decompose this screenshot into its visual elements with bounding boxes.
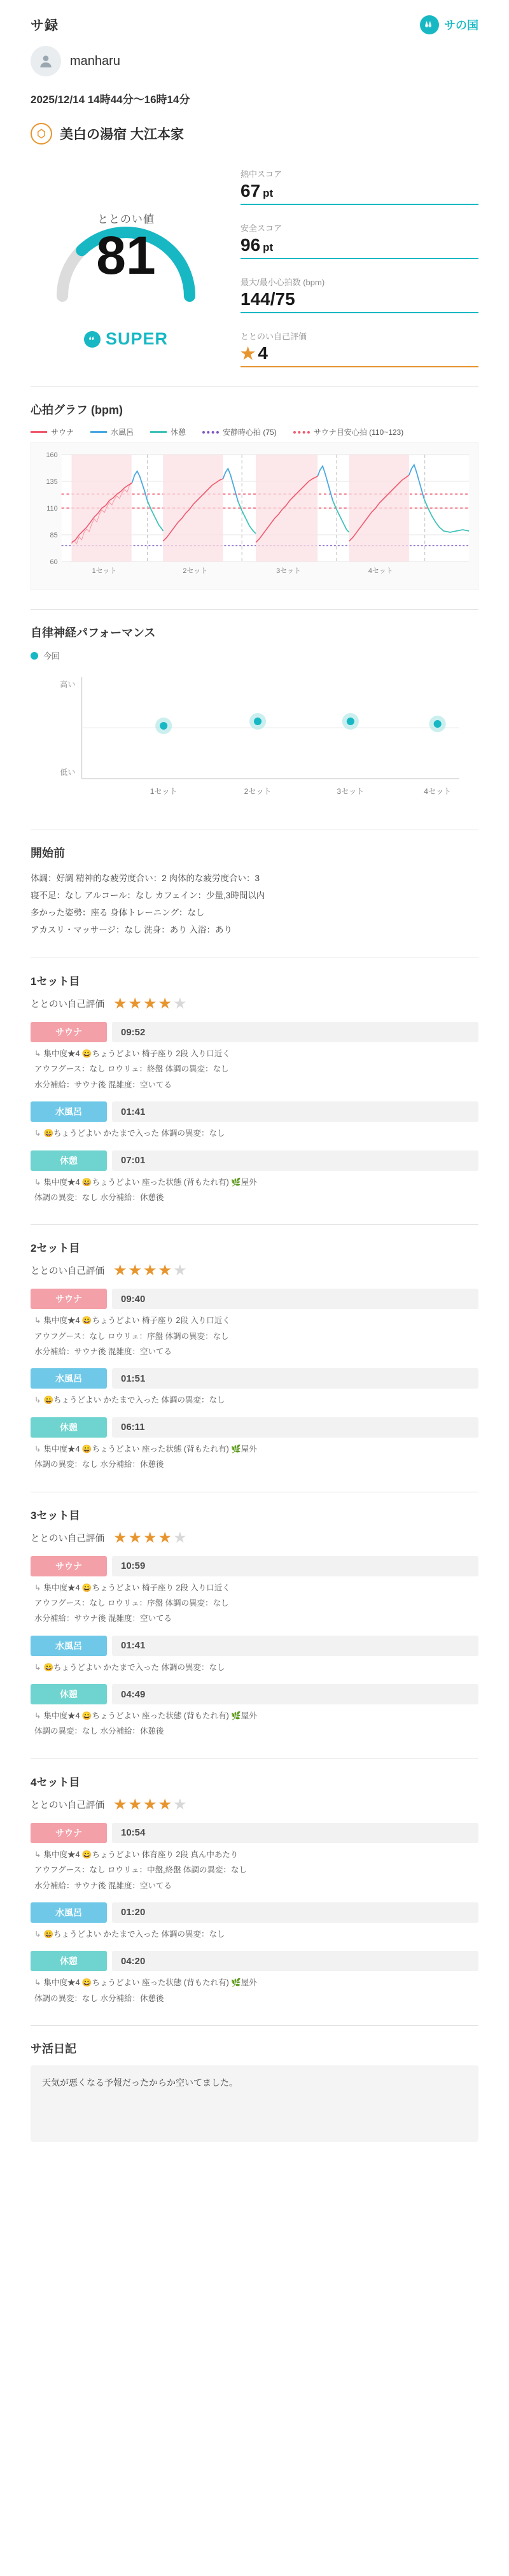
- detail-line: 集中度★4 😀ちょうどよい 椅子座り 2段 入り口近く: [43, 1583, 230, 1592]
- set-title: 4セット目: [31, 1776, 80, 1788]
- heart-rate-card: [31, 386, 478, 590]
- detail-line: 水分補給：サウナ後 混雑度：空いてる: [34, 1347, 172, 1356]
- autonomic-title: 自律神経パフォーマンス: [31, 626, 156, 639]
- metric-number: 4: [258, 343, 268, 363]
- svg-text:3セット: 3セット: [276, 567, 301, 576]
- detail-line: 集中度★4 😀ちょうどよい 座った状態 (背もたれ有) 🌿屋外: [43, 1177, 257, 1187]
- user-row: [0, 39, 509, 76]
- detail-line: 水分補給：サウナ後 混雑度：空いてる: [34, 1881, 172, 1890]
- detail-line: 集中度★4 😀ちょうどよい 座った状態 (背もたれ有) 🌿屋外: [43, 1711, 257, 1720]
- metric-value: [241, 343, 478, 364]
- svg-text:4セット: 4セット: [424, 787, 452, 796]
- pre-session-line: 体調：好調 精神的な疲労度合い：2 肉体的な疲労度合い：3: [31, 874, 260, 883]
- phase-duration: 04:49: [112, 1684, 478, 1704]
- phase-chip-bath: 水風呂: [31, 1101, 107, 1122]
- brand-logo-icon: [420, 15, 439, 34]
- legend-swatch-target: [293, 431, 310, 434]
- phase-head: [31, 1150, 478, 1171]
- detail-line: 集中度★4 😀ちょうどよい 座った状態 (背もたれ有) 🌿屋外: [43, 1978, 257, 1988]
- phase-detail: ↳ 集中度★4 😀ちょうどよい 座った状態 (背もたれ有) 🌿屋外 体調の異変：なし 水分補給：休憩後: [34, 1177, 257, 1202]
- diary-card: [31, 2025, 478, 2142]
- phase-chip-sauna: サウナ: [31, 1823, 107, 1843]
- phase-bath: [31, 1902, 478, 1942]
- legend-item: [31, 427, 74, 437]
- metric-safety-score: [241, 220, 478, 259]
- phase-duration: 10:59: [112, 1556, 478, 1576]
- pre-session-title: 開始前: [31, 847, 65, 860]
- phase-chip-rest: 休憩: [31, 1150, 107, 1171]
- totonoi-gauge: [31, 161, 221, 349]
- metric-label: 安全スコア: [241, 223, 282, 233]
- legend-label: サウナ目安心拍 (110~123): [313, 428, 404, 437]
- phase-detail: ↳ 😀ちょうどよい かたまで入った 体調の異変：なし: [34, 1396, 225, 1405]
- legend-dot-icon: [31, 652, 38, 660]
- detail-line: 水分補給：サウナ後 混雑度：空いてる: [34, 1080, 172, 1089]
- set-section-4: [31, 1759, 478, 2006]
- pre-session-line: アカスリ・マッサージ：なし 洗身：あり 入浴：あり: [31, 925, 233, 935]
- legend-item: [150, 427, 186, 437]
- legend-label: 水風呂: [111, 428, 134, 437]
- phase-bath: [31, 1636, 478, 1675]
- set-title: 1セット目: [31, 975, 80, 987]
- metric-value: [241, 181, 478, 201]
- phase-duration: 09:40: [112, 1289, 478, 1309]
- metric-number: 67: [241, 181, 261, 201]
- phase-chip-bath: 水風呂: [31, 1902, 107, 1923]
- svg-text:低い: 低い: [60, 768, 76, 777]
- brand: [420, 15, 478, 34]
- metric-label: 熱中スコア: [241, 169, 282, 179]
- detail-line: 😀ちょうどよい かたまで入った 体調の異変：なし: [43, 1129, 225, 1138]
- legend-swatch-rest: [150, 431, 167, 433]
- brand-name: サの国: [444, 19, 478, 32]
- phase-duration: 01:41: [112, 1101, 478, 1122]
- phase-head: [31, 1636, 478, 1656]
- score-block: [0, 145, 509, 367]
- legend-item: [90, 427, 134, 437]
- phase-detail: ↳ 😀ちょうどよい かたまで入った 体調の異変：なし: [34, 1129, 225, 1138]
- phase-head: [31, 1289, 478, 1309]
- rating-label: ととのい自己評価: [31, 1533, 104, 1544]
- detail-line: 😀ちょうどよい かたまで入った 体調の異変：なし: [43, 1396, 225, 1405]
- chart-legend: [31, 427, 478, 437]
- phase-detail: ↳ 集中度★4 😀ちょうどよい 座った状態 (背もたれ有) 🌿屋外 体調の異変：なし 水分補給：休憩後: [34, 1711, 257, 1736]
- legend-label: 安静時心拍 (75): [223, 428, 277, 437]
- star-icon: ★: [241, 344, 256, 363]
- phase-sauna: [31, 1022, 478, 1093]
- svg-text:85: 85: [50, 531, 58, 540]
- phase-detail: ↳ 集中度★4 😀ちょうどよい 椅子座り 2段 入り口近く アウフグース：なし ロウリュ：序盤 体調の異変：なし 水分補給：サウナ後 混雑度：空いてる: [34, 1583, 230, 1624]
- pre-session-line: 多かった姿勢：座る 身体トレーニング：なし: [31, 908, 205, 917]
- star-rating: ★★★★★: [113, 1262, 188, 1280]
- metric-list: [241, 161, 478, 367]
- star-rating: ★★★★★: [113, 1795, 188, 1813]
- venue-name: 美白の湯宿 大江本家: [60, 127, 184, 142]
- location-pin-icon: [31, 123, 52, 145]
- phase-head: [31, 1368, 478, 1389]
- metric-heart-rate: [241, 274, 478, 313]
- autonomic-legend: [31, 649, 478, 662]
- legend-item: [293, 427, 404, 437]
- set-section-2: [31, 1224, 478, 1472]
- detail-line: 体調の異変：なし 水分補給：休憩後: [34, 1727, 164, 1736]
- detail-line: アウフグース：なし ロウリュ：序盤 体調の異変：なし: [34, 1598, 229, 1608]
- metric-unit: pt: [263, 187, 274, 199]
- detail-line: アウフグース：なし ロウリュ：序盤 体調の異変：なし: [34, 1331, 229, 1341]
- detail-line: 体調の異変：なし 水分補給：休憩後: [34, 1460, 164, 1469]
- rating-label: ととのい自己評価: [31, 1266, 104, 1277]
- rank-text: SUPER: [105, 329, 169, 348]
- diary-title: サ活日記: [31, 2042, 76, 2055]
- rank-badge: [84, 329, 168, 349]
- detail-line: 😀ちょうどよい かたまで入った 体調の異変：なし: [43, 1662, 225, 1672]
- metric-heat-score: [241, 166, 478, 205]
- metric-label: ととのい自己評価: [241, 332, 307, 341]
- svg-text:4セット: 4セット: [368, 567, 393, 576]
- rank-icon: [84, 331, 101, 348]
- phase-sauna: [31, 1289, 478, 1359]
- top-bar: [0, 0, 509, 39]
- detail-line: 体調の異変：なし 水分補給：休憩後: [34, 1192, 164, 1202]
- set-rating: [31, 1795, 478, 1814]
- phase-duration: 07:01: [112, 1150, 478, 1171]
- metric-value: [241, 289, 478, 309]
- metric-self-rating: [241, 329, 478, 367]
- phase-chip-sauna: サウナ: [31, 1022, 107, 1042]
- detail-line: アウフグース：なし ロウリュ：終盤 体調の異変：なし: [34, 1065, 229, 1074]
- chart-title: 心拍グラフ (bpm): [31, 404, 123, 416]
- rating-label: ととのい自己評価: [31, 1000, 104, 1010]
- phase-rest: [31, 1684, 478, 1739]
- legend-label: 今回: [43, 651, 60, 661]
- session-datetime: 2025/12/14 14時44分～16時14分: [31, 94, 190, 106]
- svg-text:1セット: 1セット: [92, 567, 117, 576]
- phase-chip-bath: 水風呂: [31, 1368, 107, 1389]
- set-title: 2セット目: [31, 1242, 80, 1255]
- phase-duration: 09:52: [112, 1022, 478, 1042]
- pre-session-line: 寝不足：なし アルコール：なし カフェイン：少量,3時間以内: [31, 891, 265, 900]
- phase-bath: [31, 1368, 478, 1408]
- phase-detail: ↳ 😀ちょうどよい かたまで入った 体調の異変：なし: [34, 1929, 225, 1939]
- heart-rate-chart: [31, 442, 478, 590]
- set-rating: [31, 1261, 478, 1280]
- svg-text:2セット: 2セット: [244, 787, 272, 796]
- phase-detail: ↳ 集中度★4 😀ちょうどよい 座った状態 (背もたれ有) 🌿屋外 体調の異変：なし 水分補給：休憩後: [34, 1444, 257, 1469]
- pre-session-list: [31, 870, 478, 938]
- phase-duration: 01:41: [112, 1636, 478, 1656]
- avatar: [31, 46, 61, 76]
- phase-duration: 06:11: [112, 1417, 478, 1438]
- phase-chip-rest: 休憩: [31, 1684, 107, 1704]
- detail-line: 集中度★4 😀ちょうどよい 椅子座り 2段 入り口近く: [43, 1049, 230, 1058]
- metric-label: 最大/最小心拍数 (bpm): [241, 278, 325, 287]
- phase-duration: 01:51: [112, 1368, 478, 1389]
- set-section-3: [31, 1492, 478, 1739]
- phase-detail: ↳ 集中度★4 😀ちょうどよい 椅子座り 2段 入り口近く アウフグース：なし ロウリュ：序盤 体調の異変：なし 水分補給：サウナ後 混雑度：空いてる: [34, 1316, 230, 1356]
- pre-session-card: [31, 830, 478, 938]
- svg-text:160: 160: [46, 451, 58, 460]
- phase-detail: ↳ 😀ちょうどよい かたまで入った 体調の異変：なし: [34, 1662, 225, 1672]
- svg-text:135: 135: [46, 478, 58, 486]
- rating-label: ととのい自己評価: [31, 1800, 104, 1811]
- metric-number: 144/75: [241, 289, 295, 309]
- phase-sauna: [31, 1556, 478, 1627]
- phase-chip-sauna: サウナ: [31, 1289, 107, 1309]
- phase-head: [31, 1951, 478, 1971]
- star-rating: ★★★★★: [113, 1529, 188, 1546]
- phase-head: [31, 1684, 478, 1704]
- svg-text:高い: 高い: [60, 680, 76, 689]
- detail-line: 集中度★4 😀ちょうどよい 座った状態 (背もたれ有) 🌿屋外: [43, 1444, 257, 1454]
- set-title: 3セット目: [31, 1509, 80, 1522]
- phase-head: [31, 1101, 478, 1122]
- phase-bath: [31, 1101, 478, 1141]
- star-rating: ★★★★★: [113, 995, 188, 1012]
- phase-head: [31, 1022, 478, 1042]
- phase-detail: ↳ 集中度★4 😀ちょうどよい 座った状態 (背もたれ有) 🌿屋外 体調の異変：なし 水分補給：休憩後: [34, 1978, 257, 2003]
- phase-detail: ↳ 集中度★4 😀ちょうどよい 体育座り 2段 真ん中あたり アウフグース：なし ロウリュ：中盤,終盤 体調の異変：なし 水分補給：サウナ後 混雑度：空いてる: [34, 1850, 248, 1890]
- metric-value: [241, 235, 478, 255]
- detail-line: 集中度★4 😀ちょうどよい 椅子座り 2段 入り口近く: [43, 1316, 230, 1326]
- phase-rest: [31, 1951, 478, 2006]
- legend-swatch-sauna: [31, 431, 47, 433]
- phase-chip-rest: 休憩: [31, 1417, 107, 1438]
- phase-head: [31, 1556, 478, 1576]
- diary-text: 天気が悪くなる予報だったからか空いてました。: [31, 2065, 478, 2142]
- phase-chip-rest: 休憩: [31, 1951, 107, 1971]
- phase-head: [31, 1823, 478, 1843]
- metric-number: 96: [241, 235, 261, 255]
- metric-unit: pt: [263, 241, 274, 253]
- detail-line: 😀ちょうどよい かたまで入った 体調の異変：なし: [43, 1929, 225, 1939]
- phase-detail: ↳ 集中度★4 😀ちょうどよい 椅子座り 2段 入り口近く アウフグース：なし ロウリュ：終盤 体調の異変：なし 水分補給：サウナ後 混雑度：空いてる: [34, 1049, 230, 1089]
- svg-text:3セット: 3セット: [337, 787, 365, 796]
- user-name: manharu: [70, 53, 120, 68]
- svg-text:60: 60: [50, 558, 58, 567]
- legend-label: 休憩: [171, 428, 186, 437]
- phase-duration: 10:54: [112, 1823, 478, 1843]
- phase-chip-bath: 水風呂: [31, 1636, 107, 1656]
- set-rating: [31, 1529, 478, 1547]
- svg-text:2セット: 2セット: [183, 567, 208, 576]
- phase-duration: 04:20: [112, 1951, 478, 1971]
- legend-swatch-resting: [202, 431, 219, 434]
- detail-line: アウフグース：なし ロウリュ：中盤,終盤 体調の異変：なし: [34, 1865, 248, 1875]
- phase-head: [31, 1417, 478, 1438]
- phase-chip-sauna: サウナ: [31, 1556, 107, 1576]
- gauge-value: 81: [96, 225, 156, 285]
- phase-rest: [31, 1150, 478, 1206]
- autonomic-chart: [31, 664, 478, 810]
- phase-head: [31, 1902, 478, 1923]
- gauge-label: ととのい値: [97, 213, 155, 225]
- svg-text:1セット: 1セット: [150, 787, 178, 796]
- set-rating: [31, 994, 478, 1013]
- svg-text:110: 110: [46, 504, 58, 513]
- venue-row[interactable]: [0, 106, 509, 145]
- phase-duration: 01:20: [112, 1902, 478, 1923]
- phase-rest: [31, 1417, 478, 1473]
- legend-swatch-bath: [90, 431, 107, 433]
- legend-label: サウナ: [51, 428, 74, 437]
- detail-line: 体調の異変：なし 水分補給：休憩後: [34, 1993, 164, 2003]
- autonomic-card: [31, 609, 478, 810]
- page-title: サ録: [31, 18, 59, 33]
- phase-sauna: [31, 1823, 478, 1893]
- detail-line: 水分補給：サウナ後 混雑度：空いてる: [34, 1614, 172, 1624]
- legend-item: [202, 427, 277, 437]
- set-section-1: [31, 958, 478, 1205]
- detail-line: 集中度★4 😀ちょうどよい 体育座り 2段 真ん中あたり: [43, 1850, 239, 1859]
